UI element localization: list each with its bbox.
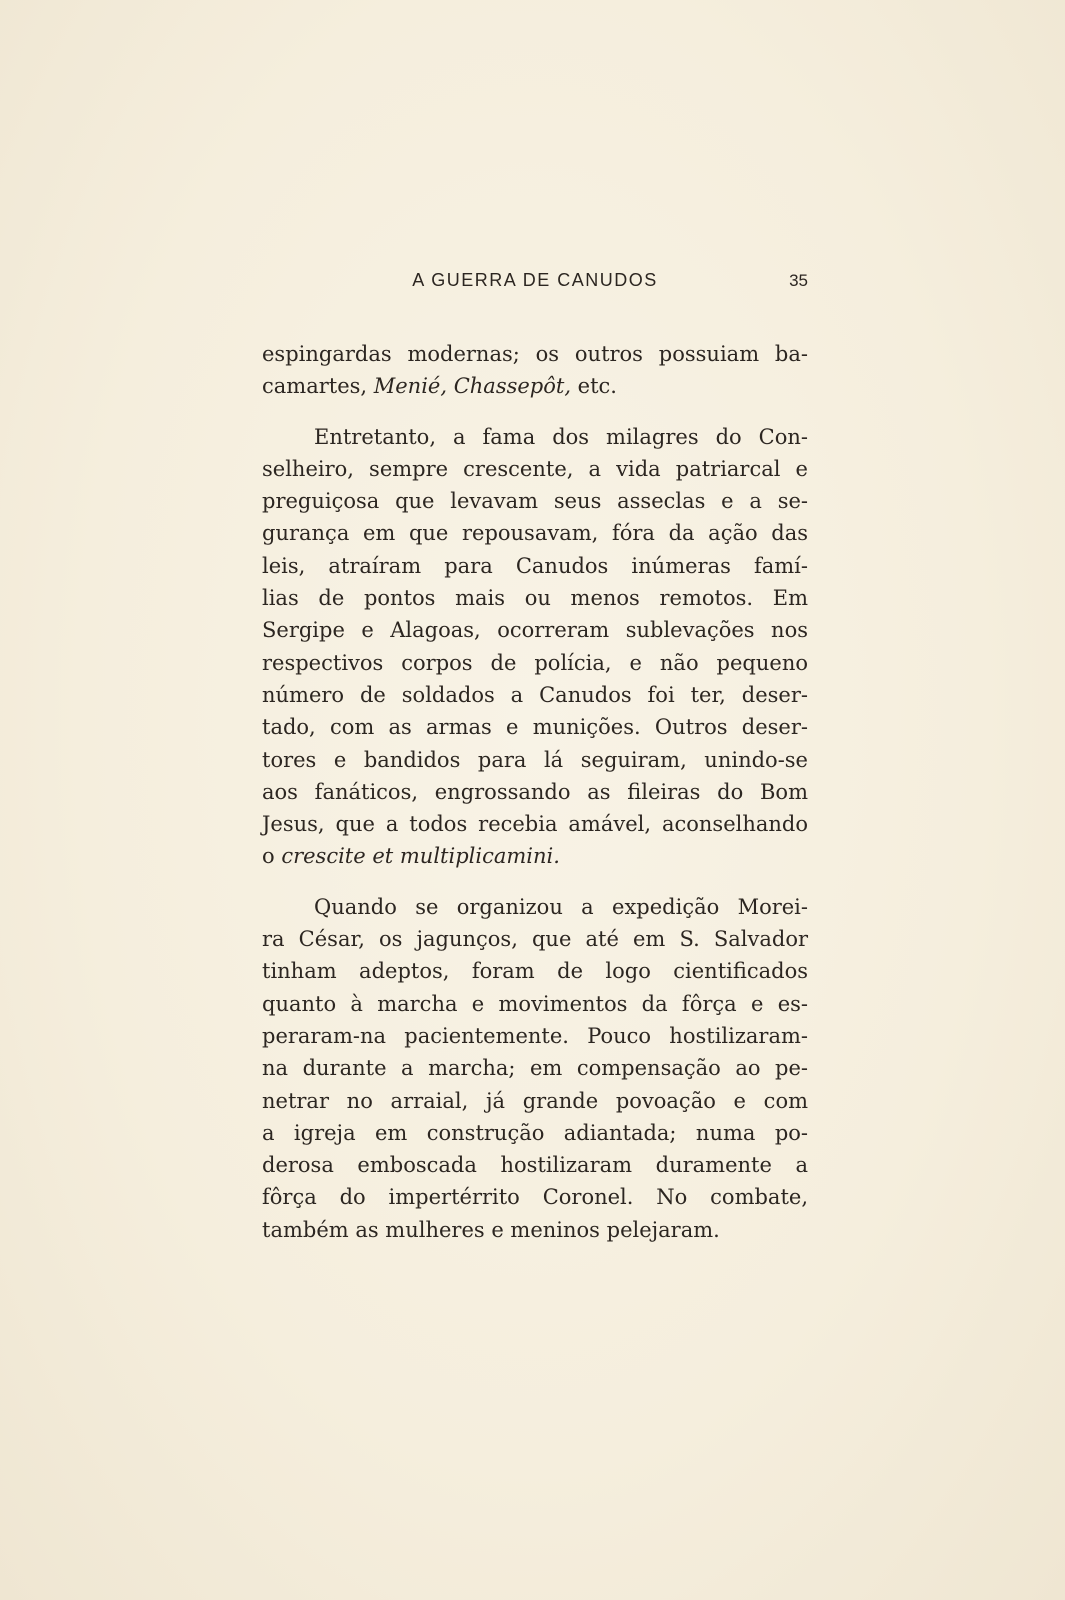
text-line: ra César, os jagunços, que até em S. Salvador — [262, 927, 808, 952]
text-line: número de soldados a Canudos foi ter, deser- — [262, 682, 808, 707]
text-fragment: o — [262, 844, 282, 869]
text-line — [262, 370, 808, 402]
running-head — [262, 270, 808, 300]
text-line: Entretanto, a fama dos milagres do Con- — [314, 424, 808, 449]
text-fragment: etc. — [571, 374, 617, 399]
italic-fragment: Menié, Chassepôt, — [373, 374, 571, 399]
text-line: também as mulheres e meninos pelejaram. — [262, 1217, 720, 1242]
text-line: Jesus, que a todos recebia amável, aconselhando — [262, 812, 808, 837]
text-line: gurança em que repousavam, fóra da ação das — [262, 521, 808, 546]
paragraph-2 — [262, 421, 808, 873]
text-line: selheiro, sempre crescente, a vida patriarcal e — [262, 456, 808, 481]
text-line: fôrça do impertérrito Coronel. No combate, — [262, 1185, 808, 1210]
text-line: respectivos corpos de polícia, e não pequeno — [262, 650, 808, 675]
text-line: espingardas modernas; os outros possuiam ba- — [262, 342, 808, 366]
running-title: A GUERRA DE CANUDOS — [412, 270, 658, 290]
page-number: 35 — [789, 271, 808, 290]
text-line: Quando se organizou a expedição Morei- — [314, 894, 808, 919]
text-fragment: camartes, — [262, 374, 374, 399]
text-line: tores e bandidos para lá seguiram, unindo-se — [262, 747, 808, 772]
text-line: na durante a marcha; em compensação ao pe- — [262, 1056, 808, 1081]
text-line: Sergipe e Alagoas, ocorreram sublevações nos — [262, 618, 808, 643]
text-line: preguiçosa que levavam seus asseclas e a se- — [262, 489, 808, 514]
text-line: a igreja em construção adiantada; numa po- — [262, 1120, 808, 1145]
text-line: tado, com as armas e munições. Outros deser- — [262, 715, 808, 740]
body-text — [262, 338, 808, 1246]
italic-fragment: crescite et multiplicamini. — [281, 844, 560, 869]
text-line: peraram-na pacientemente. Pouco hostilizaram- — [262, 1023, 808, 1048]
paragraph-3 — [262, 891, 808, 1246]
text-line — [262, 840, 808, 872]
text-line: quanto à marcha e movimentos da fôrça e es- — [262, 991, 808, 1016]
paragraph-1 — [262, 338, 808, 403]
text-line: tinham adeptos, foram de logo cientificados — [262, 959, 808, 984]
text-line: leis, atraíram para Canudos inúmeras famí- — [262, 553, 808, 578]
text-line: derosa emboscada hostilizaram duramente a — [262, 1153, 808, 1178]
text-line: lias de pontos mais ou menos remotos. Em — [262, 586, 808, 611]
text-line: netrar no arraial, já grande povoação e com — [262, 1088, 808, 1113]
text-line: aos fanáticos, engrossando as fileiras do Bom — [262, 779, 808, 804]
